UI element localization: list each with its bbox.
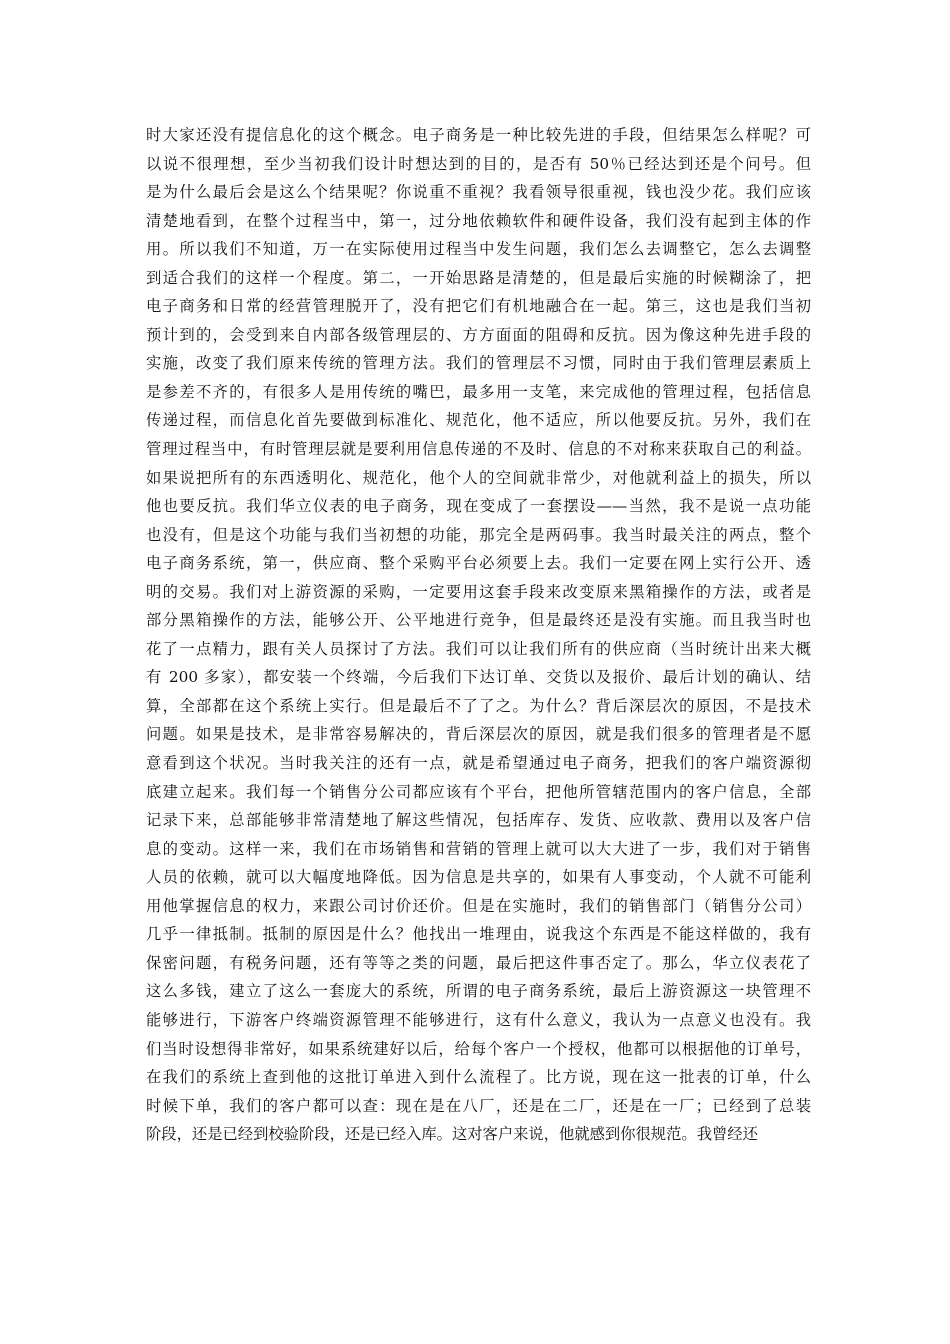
text-line: 在我们的系统上查到他的这批订单进入到什么流程了。比方说，现在这一批表的订单，什么 — [146, 1068, 811, 1087]
text-line: 这么多钱，建立了这么一套庞大的系统，所谓的电子商务系统，最后上游资源这一块管理不 — [146, 982, 811, 1001]
text-line: 部分黑箱操作的方法，能够公开、公平地进行竞争，但是最终还是没有实施。而且我当时也 — [146, 611, 811, 630]
text-line: 预计到的，会受到来自内部各级管理层的、方方面面的阻碍和反抗。因为像这种先进手段的 — [146, 325, 811, 344]
text-line: 管理过程当中，有时管理层就是要利用信息传递的不及时、信息的不对称来获取自己的利益。 — [146, 440, 811, 459]
text-line: 到适合我们的这样一个程度。第二，一开始思路是清楚的，但是最后实施的时候糊涂了，把 — [146, 268, 811, 287]
text-line: 用他掌握信息的权力，来跟公司讨价还价。但是在实施时，我们的销售部门（销售分公司） — [146, 896, 811, 915]
text-line: 用。所以我们不知道，万一在实际使用过程当中发生问题，我们怎么去调整它，怎么去调整 — [146, 240, 811, 259]
text-line: 时大家还没有提信息化的这个概念。电子商务是一种比较先进的手段，但结果怎么样呢？可 — [146, 126, 811, 144]
text-line: 记录下来，总部能够非常清楚地了解这些情况，包括库存、发货、应收款、费用以及客户信 — [146, 811, 811, 830]
text-line: 保密问题，有税务问题，还有等等之类的问题，最后把这件事否定了。那么，华立仪表花了 — [146, 953, 811, 972]
text-line: 能够进行，下游客户终端资源管理不能够进行，这有什么意义，我认为一点意义也没有。我 — [146, 1010, 811, 1029]
text-line: 也没有，但是这个功能与我们当初想的功能，那完全是两码事。我当时最关注的两点，整个 — [146, 525, 811, 544]
text-line: 算，全部都在这个系统上实行。但是最后不了了之。为什么？背后深层次的原因，不是技术 — [146, 696, 811, 715]
text-line: 实施，改变了我们原来传统的管理方法。我们的管理层不习惯，同时由于我们管理层素质上 — [146, 354, 811, 373]
text-line: 阶段，还是已经到校验阶段，还是已经入库。这对客户来说，他就感到你很规范。我曾经还 — [146, 1125, 758, 1144]
text-line: 清楚地看到，在整个过程当中，第一，过分地依赖软件和硬件设备，我们没有起到主体的作 — [146, 211, 811, 230]
text-line: 时候下单，我们的客户都可以查：现在是在八厂，还是在二厂，还是在一厂；已经到了总装 — [146, 1096, 811, 1115]
text-line: 几乎一律抵制。抵制的原因是什么？他找出一堆理由，说我这个东西是不能这样做的，我有 — [146, 925, 811, 944]
text-line: 他也要反抗。我们华立仪表的电子商务，现在变成了一套摆设——当然，我不是说一点功能 — [146, 497, 811, 516]
text-line: 人员的依赖，就可以大幅度地降低。因为信息是共享的，如果有人事变动，个人就不可能利 — [146, 868, 811, 887]
text-line: 花了一点精力，跟有关人员探讨了方法。我们可以让我们所有的供应商（当时统计出来大概 — [146, 639, 811, 658]
text-line: 们当时设想得非常好，如果系统建好以后，给每个客户一个授权，他都可以根据他的订单号， — [146, 1039, 811, 1058]
text-line: 电子商务和日常的经营管理脱开了，没有把它们有机地融合在一起。第三，这也是我们当初 — [146, 297, 811, 316]
body-text — [146, 121, 811, 1149]
text-line: 传递过程，而信息化首先要做到标准化、规范化，他不适应，所以他要反抗。另外，我们在 — [146, 411, 811, 430]
text-line: 问题。如果是技术，是非常容易解决的，背后深层次的原因，就是我们很多的管理者是不愿 — [146, 725, 811, 744]
text-line: 以说不很理想，至少当初我们设计时想达到的目的，是否有 50％已经达到还是个问号。但 — [146, 154, 811, 173]
text-line: 电子商务系统，第一，供应商、整个采购平台必须要上去。我们一定要在网上实行公开、透 — [146, 554, 811, 573]
text-line: 意看到这个状况。当时我关注的还有一点，就是希望通过电子商务，把我们的客户端资源彻 — [146, 754, 811, 773]
text-line: 息的变动。这样一来，我们在市场销售和营销的管理上就可以大大进了一步，我们对于销售 — [146, 839, 811, 858]
text-line: 是参差不齐的，有很多人是用传统的嘴巴，最多用一支笔，来完成他的管理过程，包括信息 — [146, 382, 811, 401]
text-line: 底建立起来。我们每一个销售分公司都应该有个平台，把他所管辖范围内的客户信息，全部 — [146, 782, 811, 801]
text-line: 是为什么最后会是这么个结果呢？你说重不重视？我看领导很重视，钱也没少花。我们应该 — [146, 183, 811, 202]
text-line: 如果说把所有的东西透明化、规范化，他个人的空间就非常少，对他就利益上的损失，所以 — [146, 468, 811, 487]
text-line: 明的交易。我们对上游资源的采购，一定要用这套手段来改变原来黑箱操作的方法，或者是 — [146, 582, 811, 601]
text-line: 有 200 多家），都安装一个终端，今后我们下达订单、交货以及报价、最后计划的确认、结 — [146, 668, 811, 687]
